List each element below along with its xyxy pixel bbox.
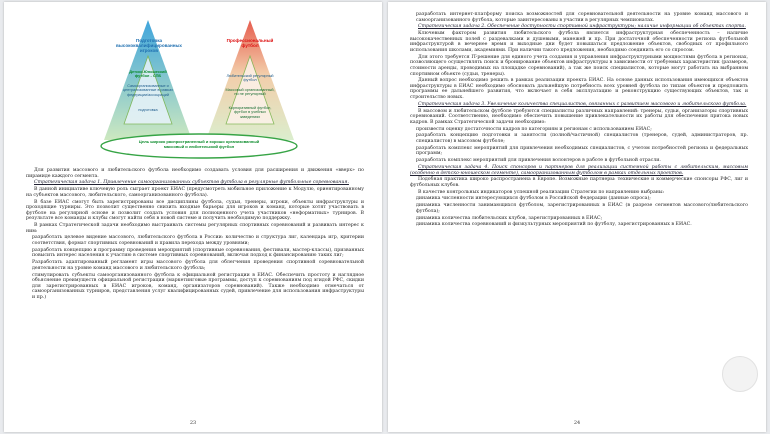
page-number: 23 <box>189 420 197 426</box>
watermark-logo <box>722 356 758 392</box>
task-heading-3: Стратегическая задача 3. Увеличение количества специалистов, связанных с развитием массового и любительского футбола. <box>418 101 747 107</box>
paragraph: Для этого требуется IT-решение для единого учета создания и управления инфраструктурными мощностями футбола в регионах, позволяющего осуществлять поиск и бронирование объектов инфраструктуры в зависимости от требуемых характеристик (размеров, стоимости аренды, проводимых на площадке соревнований), а так же поиск специалистов, которые могут работать на выбранном спортивном объекте (судьи, тренеры). <box>410 54 748 77</box>
bullet-item: стимулировать субъекты самоорганизованного футбола к официальной регистрации в ЕИАС. Обеспечить простоту и наглядное объяснение преимуществ официальной регистрации (маркетинговые программы, доступ к соревнованиям под эгидой РФС, скидки для зарегистрированных в ЕИАС игроков, команд, организаторов соревнований). Также необходимо отмечаться от самоорганизованных турниров, представления услуг квалифицированных судей, привлечение для использования инфраструктуры и пр.) <box>32 272 364 300</box>
bullet-item: разработать целевое видение массового, любительского футбола в России: количество и структура лиг, календарь игр, критерии соответствия, формат спортивных соревнований и правила перехода между уровнями; <box>32 235 364 247</box>
right-mid-label: Любительский регулярный футбол <box>226 74 274 83</box>
page-24 <box>388 2 766 432</box>
bullet-item: динамика численности занимающихся футболом, зарегистрированных в ЕИАС (в разрезе сегментов массового/любительского футбола); <box>416 203 748 214</box>
page-23-text <box>26 168 364 302</box>
bullet-item: разработать интернет-платформу поиска возможностей для соревновательной деятельности на уровне команд массового и самоорганизованного футбола, которые заинтересованы в участии в регулярных чемпионатах. <box>416 12 748 23</box>
left-mid-label: Детско-Юношеский футбол - СПБ <box>129 69 167 79</box>
bullet-item: разработать комплекс мероприятий для привлечения необходимых специалистов, с учетом потребностей региона и федеральных программ; <box>416 145 748 157</box>
right-small-label-2: Корпоративный футбол, футбол в учебных заведениях <box>228 106 272 119</box>
bullet-item: динамика количества любительских клубов, зарегистрированных в ЕИАС; <box>416 215 603 221</box>
bullet-item: динамика количества соревнований и физкультурных мероприятий по футболу, зарегистрированных в ЕИАС. <box>416 222 692 228</box>
left-small-label-2: подготовка <box>138 108 158 112</box>
paragraph: В данной инициативе ключевую роль сыграет проект ЕИАС (предусмотреть мобильное приложение к Модулю, ориентированному на субъектов массового, любительского, самоорганизованного футбола). <box>26 187 364 198</box>
paragraph: В массовом и любительском футболе требуются специалисты различных направлений: тренеры, судьи, организаторы спортивных соревнований. Соответственно, необходимо обеспечить повышение привлекательности их работы для обеспечения притока новых кадров. В рамках Стратегической задачи необходимо: <box>410 108 748 125</box>
right-small-label-1: Массовый организованный, но не регулярный <box>225 88 275 97</box>
football-pyramid-diagram <box>84 12 314 162</box>
paragraph: Данный вопрос необходимо решить в рамках реализации проекта ЕИАС. На основе данных использования имеющихся объектов инфраструктуры в ЕИАС необходимо обосновать дальнейшую потребность всех уровней футбола по типам объектов и предложить программы ее дальнейшего развития, что включает в себя эксплуатацию и реконструкцию существующих объектов, так и строительство новых. <box>410 78 748 101</box>
paragraph: Подобная практика широко распространена в Европе. Возможные партнеры: технические и коммерческие спонсоры РФС, лиг и футбольных клубов. <box>410 177 748 188</box>
bullet-item: динамика численности интересующихся футболом в Российской Федерации (данные опроса); <box>416 196 651 202</box>
right-top-label: Профессиональный футбол <box>226 38 274 49</box>
bullet-item: разработать концепцию подготовки и занятости (полной/частичной) специалистов (тренеров, судей, администраторов, пр. специалистов) в массовом футболе; <box>416 133 748 144</box>
paragraph: В качестве контрольных индикаторов успешной реализации Стратегии по направлению выбраны: <box>418 189 665 195</box>
page-number: 24 <box>573 420 581 426</box>
left-top-label: Подготовка высококвалифицированных игроков <box>116 38 182 54</box>
base-label: Цель широко распространенный и хорошо организованный массовый и любительский футбол <box>138 139 260 149</box>
task-heading-1: Стратегическая задача 1. Привлечение самоорганизованных субъектов футбола в регулярные футбольные соревнования. <box>34 180 349 186</box>
bullet-item: разработать концепцию и программу проведения мероприятий (спортивные соревнования, фестивали, мастер-классы), призванных повысить интерес населения к участию в системе спортивных соревнований, включая подход к финансированию таких лиг; <box>32 247 364 259</box>
bullet-item: Разработать адаптированный регламент игры массового футбола для облегчения проведения спортивной соревновательной деятельности на уровне команд массового и любительского футбола; <box>32 260 364 271</box>
left-small-label-1: Самоорганизованные и централизованные в рамках федерации/ассоциаций <box>122 84 174 97</box>
task-heading-4: Стратегическая задача 4. Поиск спонсоров и партнеров для реализации системной работы с любительским, массовым (особенно в детско-юношеском сегменте), самоорганизованным футболом в рамках отдельных проектов. <box>410 164 748 176</box>
task-heading-2: Стратегическая задача 2. Обеспечение доступности спортивной инфраструктуры; наличие информации об объектах спорта. <box>418 24 746 30</box>
page-23 <box>4 2 382 432</box>
bullet-item: произвести оценку достаточности кадров по категориям и регионам с использованием ЕИАС; <box>416 126 652 132</box>
paragraph: В рамках Стратегической задачи необходимо выстраивать системы регулярных спортивных соревнований и развивать интерес к ним: <box>26 223 364 234</box>
page-24-text <box>410 12 748 229</box>
paragraph: Для развития массового и любительского футбола необходимо создавать условия для расширения и движения «вверх» по пирамиде каждого сегмента. <box>26 168 364 179</box>
paragraph: В базе ЕИАС смогут быть зарегистрированы все дисциплины футбола, судьи, тренеры, игроки, объекты инфраструктуры и проходящие турниры. Это позволит существенно снизить входные барьеры для игроков и команд, которые хотят участвовать в футболе на регулярной основе и позволит создать условия для полноценного учета участников «неформатных» турниров. В результате все команды и клубы смогут найти себя в новой системе и получить необходимую поддержку. <box>26 199 364 222</box>
bullet-item: разработать комплекс мероприятий для привлечения волонтеров в работе в футбольной отрасли. <box>416 158 661 164</box>
paragraph: Ключевым фактором развития любительского футбола является инфраструктурная обеспеченность – наличие высококачественных полей с раздевалками и душевыми, манежей и пр. При достаточной обеспеченности региона футбольной инфраструктурой в вечернее время и выходные дни будет повышаться предложение объектов, свободных от профильного использования школами, академиями. При наличии такого предложения, необходимо соединить его со спросом. <box>410 31 748 53</box>
